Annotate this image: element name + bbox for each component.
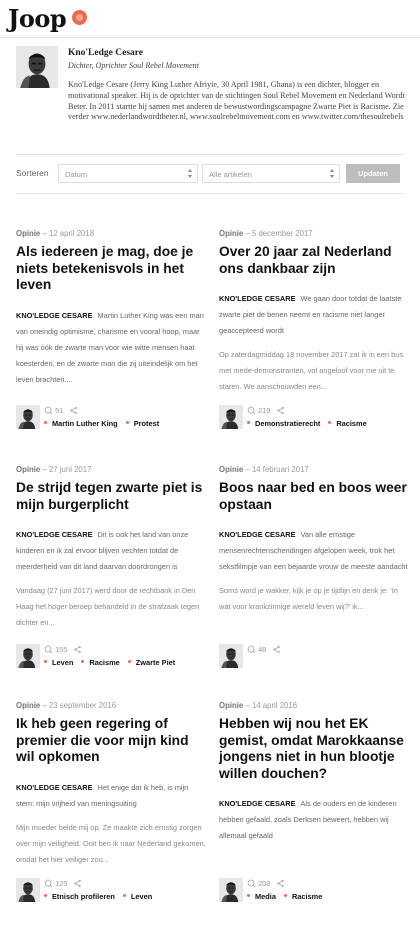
author-thumbnail[interactable] (16, 644, 40, 668)
share-icon[interactable] (73, 645, 82, 654)
tag-list (44, 891, 160, 903)
sort-label: Sorteren (16, 168, 49, 178)
article-author[interactable]: KNO'LEDGE CESARE (219, 799, 296, 808)
author-avatar (16, 46, 58, 88)
comment-icon[interactable] (247, 645, 256, 654)
comment-count[interactable]: 48 (258, 645, 267, 654)
author-thumbnail[interactable] (16, 405, 40, 429)
bullet-icon (247, 421, 250, 424)
share-icon[interactable] (73, 879, 82, 888)
share-icon[interactable] (272, 645, 281, 654)
author-name: Kno'Ledge Cesare (68, 48, 144, 58)
meta-separator: – (42, 701, 49, 710)
author-role: Dichter, Oprichter Soul Rebel Movement (68, 61, 199, 70)
article-date: 12 april 2018 (48, 229, 95, 238)
bullet-icon (128, 660, 131, 663)
article-title[interactable]: Over 20 jaar zal Nederland ons dankbaar zijn (219, 244, 392, 276)
article-footer (219, 644, 409, 670)
author-profile (16, 46, 406, 156)
article-card[interactable] (219, 464, 409, 615)
article-lead-text: We gaan door totdat de laatste zwarte piet de benen neemt en racisme niet langer geaccepteerd wordt (219, 294, 402, 335)
author-thumbnail[interactable] (219, 405, 243, 429)
divider (16, 154, 404, 155)
tag-link[interactable]: Martin Luther King (44, 419, 118, 428)
tag-link[interactable]: Zwarte Piet (128, 658, 175, 667)
comment-count[interactable]: 155 (55, 645, 68, 654)
article-date: 14 februari 2017 (251, 465, 309, 474)
bullet-icon (126, 421, 129, 424)
comment-icon[interactable] (44, 406, 53, 415)
article-footer (16, 878, 206, 904)
sort-select[interactable] (58, 164, 198, 183)
article-stats (247, 405, 285, 417)
article-footer (16, 405, 206, 431)
article-title[interactable]: Als iedereen je mag, doe je niets betekenisvols in het leven (16, 244, 194, 292)
article-category[interactable]: Opinie (219, 701, 244, 710)
article-stats (44, 878, 82, 890)
article-title[interactable]: Hebben wij nou het EK gemist, omdat Marokkaanse jongens niet in hun blootje willen douchen? (219, 716, 404, 781)
share-icon[interactable] (276, 406, 285, 415)
article-card[interactable] (16, 228, 206, 396)
comment-count[interactable]: 51 (55, 406, 64, 415)
article-lead (16, 527, 206, 575)
share-icon[interactable] (69, 406, 78, 415)
meta-separator: – (245, 465, 252, 474)
article-body: Mijn moeder belde mij op. Ze maakte zich ernstig zorgen over mijn veiligheid. Ooit ben ik naar Nederland gekomen, omdat het hier veiliger zou... (16, 822, 206, 864)
article-body: Soms word je wakker, kijk je op je tijdlijn en denk je: 'In wat voor krankzinnige wereld leven wij?' ik... (219, 586, 398, 611)
site-header (0, 0, 420, 38)
tag-list (247, 418, 375, 430)
article-author[interactable]: KNO'LEDGE CESARE (219, 294, 296, 303)
update-button[interactable]: Updaten (346, 164, 400, 183)
sort-select-value: Datum (65, 170, 88, 179)
article-meta (16, 228, 206, 240)
logo-dot-icon (72, 10, 87, 25)
article-author[interactable]: KNO'LEDGE CESARE (16, 782, 93, 792)
article-card[interactable] (219, 228, 409, 395)
bullet-icon (247, 894, 250, 897)
article-lead-text: Dit is ook het land van onze kinderen en ik zal ervoor blijven vechten totdat de meerderheid van dit land daarvan doordrongen is (16, 530, 189, 571)
article-body: Op zaterdagmiddag 18 november 2017 zat ik in een bus met mede-demonstranten, vol angeloof voor me uit te staren. We aanschouwden een... (219, 350, 404, 391)
article-lead-text: Als de ouders en de kinderen hebben gefaald, zoals Derksen beweert, hebben wij allemaal gefaald (219, 799, 397, 840)
author-thumbnail[interactable] (219, 644, 243, 668)
bullet-icon (44, 421, 47, 424)
filter-select[interactable] (202, 164, 340, 183)
article-stats (44, 644, 82, 656)
divider (16, 193, 404, 194)
tag-link[interactable]: Racisme (328, 419, 366, 428)
bullet-icon (81, 660, 84, 663)
share-icon[interactable] (276, 879, 285, 888)
tag-list (247, 891, 330, 903)
author-thumbnail[interactable] (16, 878, 40, 902)
article-date: 23 september 2016 (48, 701, 117, 710)
comment-count[interactable]: 219 (258, 406, 271, 415)
article-footer (16, 644, 206, 670)
bullet-icon (44, 660, 47, 663)
article-title[interactable]: Ik heb geen regering of premier die voor mijn kind wil opkomen (16, 716, 189, 764)
tag-list (44, 418, 167, 430)
article-lead-text: Van alle ernstige mensenrechtenschendingen afgelopen week, trok het sekstfilmpje van een bejaarde vrouw de meeste aandacht (219, 530, 408, 571)
article-lead-text: Martin Luther King was een man van oneindig optimisme, charisme en vooral hoop, maar hij was óók de zwarte man voor wie witte mensen haat koesterden, en de zwarte man die zij uiteindelijk om het leven brachten.... (16, 310, 204, 384)
article-date: 27 juni 2017 (48, 465, 92, 474)
tag-link[interactable]: Racisme (81, 658, 119, 667)
article-body: Vandaag (27 juni 2017) werd door de rechtbank in Den Haag het hoger beroep behandeld in de strafzaak tegen dichter en... (16, 586, 200, 627)
comment-icon[interactable] (44, 645, 53, 654)
chevron-updown-icon (329, 167, 335, 180)
article-meta (16, 464, 206, 476)
tag-link[interactable]: Protest (126, 419, 159, 428)
article-footer (219, 878, 409, 904)
bullet-icon (44, 894, 47, 897)
article-stats (247, 878, 285, 890)
filter-select-value: Alle artikelen (209, 170, 252, 179)
article-lead (219, 796, 409, 844)
article-card[interactable] (219, 700, 409, 852)
article-category[interactable]: Opinie (16, 701, 41, 710)
author-bio: Kno'Ledge Cesare (Jerry King Luther Afriyie, 30 April 1981, Ghana) is een dichter, blogger en motivational speaker. Hij is de oprichter van de stichtingen Soul Rebel Movement en Nederland Wordt Beter. In 2011 startte hij samen met anderen de bewustwordingscampagne Zwarte Piet is Racisme. Zie verder www.nederlandwordtbeter.nl, www.soulrebelmovement.com en www.twitter.com/thesoulrebels (68, 80, 405, 122)
meta-separator: – (42, 465, 49, 474)
article-author[interactable]: KNO'LEDGE CESARE (16, 310, 93, 320)
meta-separator: – (42, 229, 49, 238)
article-category[interactable]: Opinie (219, 465, 244, 474)
article-category[interactable]: Opinie (16, 229, 41, 238)
article-meta (16, 700, 206, 712)
bullet-icon (123, 894, 126, 897)
article-author[interactable]: KNO'LEDGE CESARE (219, 530, 296, 539)
comment-count[interactable]: 125 (55, 879, 68, 888)
article-stats (44, 405, 78, 417)
comment-icon[interactable] (247, 879, 256, 888)
article-date: 5 december 2017 (251, 229, 313, 238)
bullet-icon (284, 894, 287, 897)
meta-separator: – (245, 701, 252, 710)
tag-list (44, 657, 183, 669)
tag-link[interactable]: Etnisch profileren (44, 892, 115, 901)
comment-icon[interactable] (247, 406, 256, 415)
article-stats (247, 644, 281, 656)
tag-link[interactable]: Demonstratierecht (247, 419, 320, 428)
comment-count[interactable]: 208 (258, 879, 271, 888)
tag-link[interactable]: Leven (44, 658, 73, 667)
article-card[interactable] (16, 700, 206, 868)
article-meta (219, 228, 409, 240)
author-thumbnail[interactable] (219, 878, 243, 902)
site-logo[interactable]: Joop (8, 4, 67, 33)
article-meta (219, 464, 409, 476)
sort-bar (16, 163, 404, 185)
article-footer (219, 405, 409, 431)
article-title[interactable]: De strijd tegen zwarte piet is mijn burgerplicht (16, 480, 203, 512)
tag-link[interactable]: Leven (123, 892, 152, 901)
meta-separator: – (245, 229, 252, 238)
article-title[interactable]: Boos naar bed en boos weer opstaan (219, 480, 407, 512)
chevron-updown-icon (187, 167, 193, 180)
article-lead (219, 527, 409, 575)
tag-link[interactable]: Racisme (284, 892, 322, 901)
article-lead (219, 291, 409, 339)
article-category[interactable]: Opinie (16, 465, 41, 474)
article-author[interactable]: KNO'LEDGE CESARE (16, 530, 93, 539)
comment-icon[interactable] (44, 879, 53, 888)
article-category[interactable]: Opinie (219, 229, 244, 238)
article-card[interactable] (16, 464, 206, 631)
article-lead (16, 308, 206, 388)
article-date: 14 april 2016 (251, 701, 298, 710)
article-lead-text: Het enige dat ik heb, is mijn stem: mijn vrijheid van meningsuiting (16, 782, 189, 808)
article-meta (219, 700, 409, 712)
tag-link[interactable]: Media (247, 892, 276, 901)
article-lead (16, 780, 206, 812)
bullet-icon (328, 421, 331, 424)
